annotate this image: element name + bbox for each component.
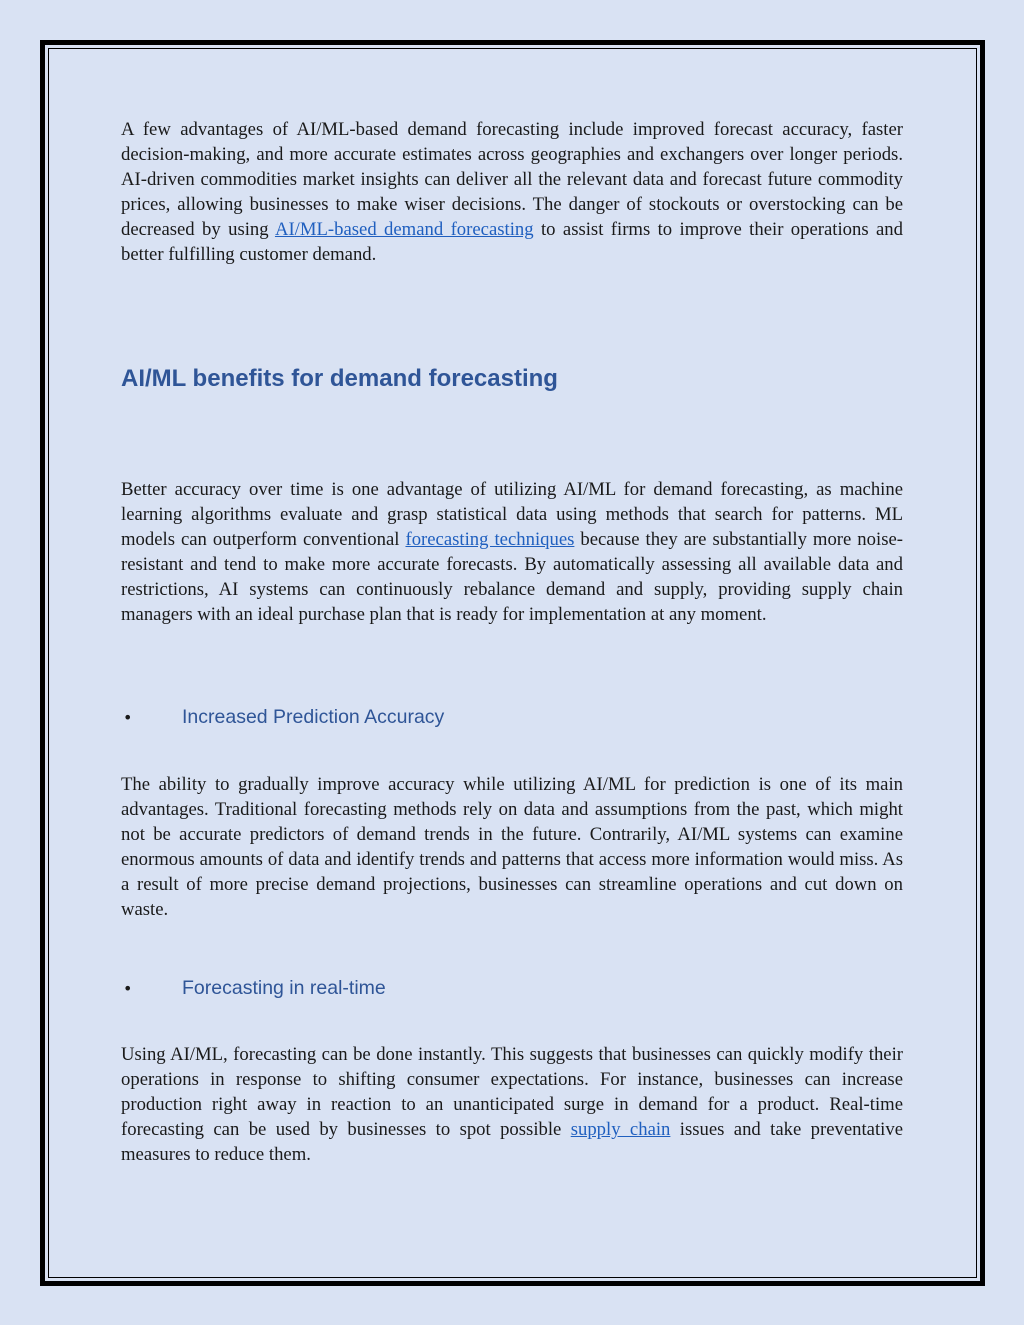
intro-text-end: to assist firms to improve their operations and better fulfilling customer demand. [121,219,903,265]
intro-paragraph [121,117,903,267]
forecasting-techniques-link[interactable]: forecasting techniques [405,529,575,550]
real-time-paragraph [121,1042,903,1167]
benefits-text-start: Better accuracy over time is one advantage of utilizing AI/ML for demand forecasting, as machine learning algorithms evaluate and grasp statistical data using methods that search for patterns. ML models can outperform conventional [121,479,903,550]
benefits-paragraph [121,477,903,627]
subheading-real-time [121,977,386,1000]
benefits-text-end: because they are substantially more noise-resistant and tend to make more accurate forecasts. By automatically assessing all available data and restrictions, AI systems can continuously rebalance demand and supply, providing supply chain managers with an ideal purchase plan that is ready for implementation at any moment. [121,529,903,625]
supply-chain-link[interactable]: supply chain [570,1119,671,1140]
subheading-prediction-accuracy-title: Increased Prediction Accuracy [182,706,445,728]
subheading-prediction-accuracy [121,706,444,729]
bullet-icon: • [123,979,133,998]
prediction-accuracy-paragraph [121,772,903,922]
ai-ml-demand-forecasting-link[interactable]: AI/ML-based demand forecasting [274,219,534,240]
section-heading: AI/ML benefits for demand forecasting [121,365,558,392]
prediction-accuracy-text: The ability to gradually improve accuracy while utilizing AI/ML for prediction is one of its main advantages. Traditional forecasting methods rely on data and assumptions from the past, which might not be accurate predictors of demand trends in the future. Contrarily, AI/ML systems can examine enormous amounts of data and identify trends and patterns that access more information would miss. As a result of more precise demand projections, businesses can streamline operations and cut down on waste. [121,774,903,920]
bullet-icon: • [123,708,133,727]
intro-text-start: A few advantages of AI/ML-based demand forecasting include improved forecast accuracy, faster decision-making, and more accurate estimates across geographies and exchangers over longer periods. AI-driven commodities market insights can deliver all the relevant data and forecast future commodity prices, allowing businesses to make wiser decisions. The danger of stockouts or overstocking can be decreased by using [121,119,903,240]
subheading-real-time-title: Forecasting in real-time [182,977,386,999]
real-time-text-end: issues and take preventative measures to reduce them. [121,1119,903,1165]
real-time-text-start: Using AI/ML, forecasting can be done instantly. This suggests that businesses can quickly modify their operations in response to shifting consumer expectations. For instance, businesses can increase production right away in reaction to an unanticipated surge in demand for a product. Real-time forecasting can be used by businesses to spot possible [121,1044,903,1140]
